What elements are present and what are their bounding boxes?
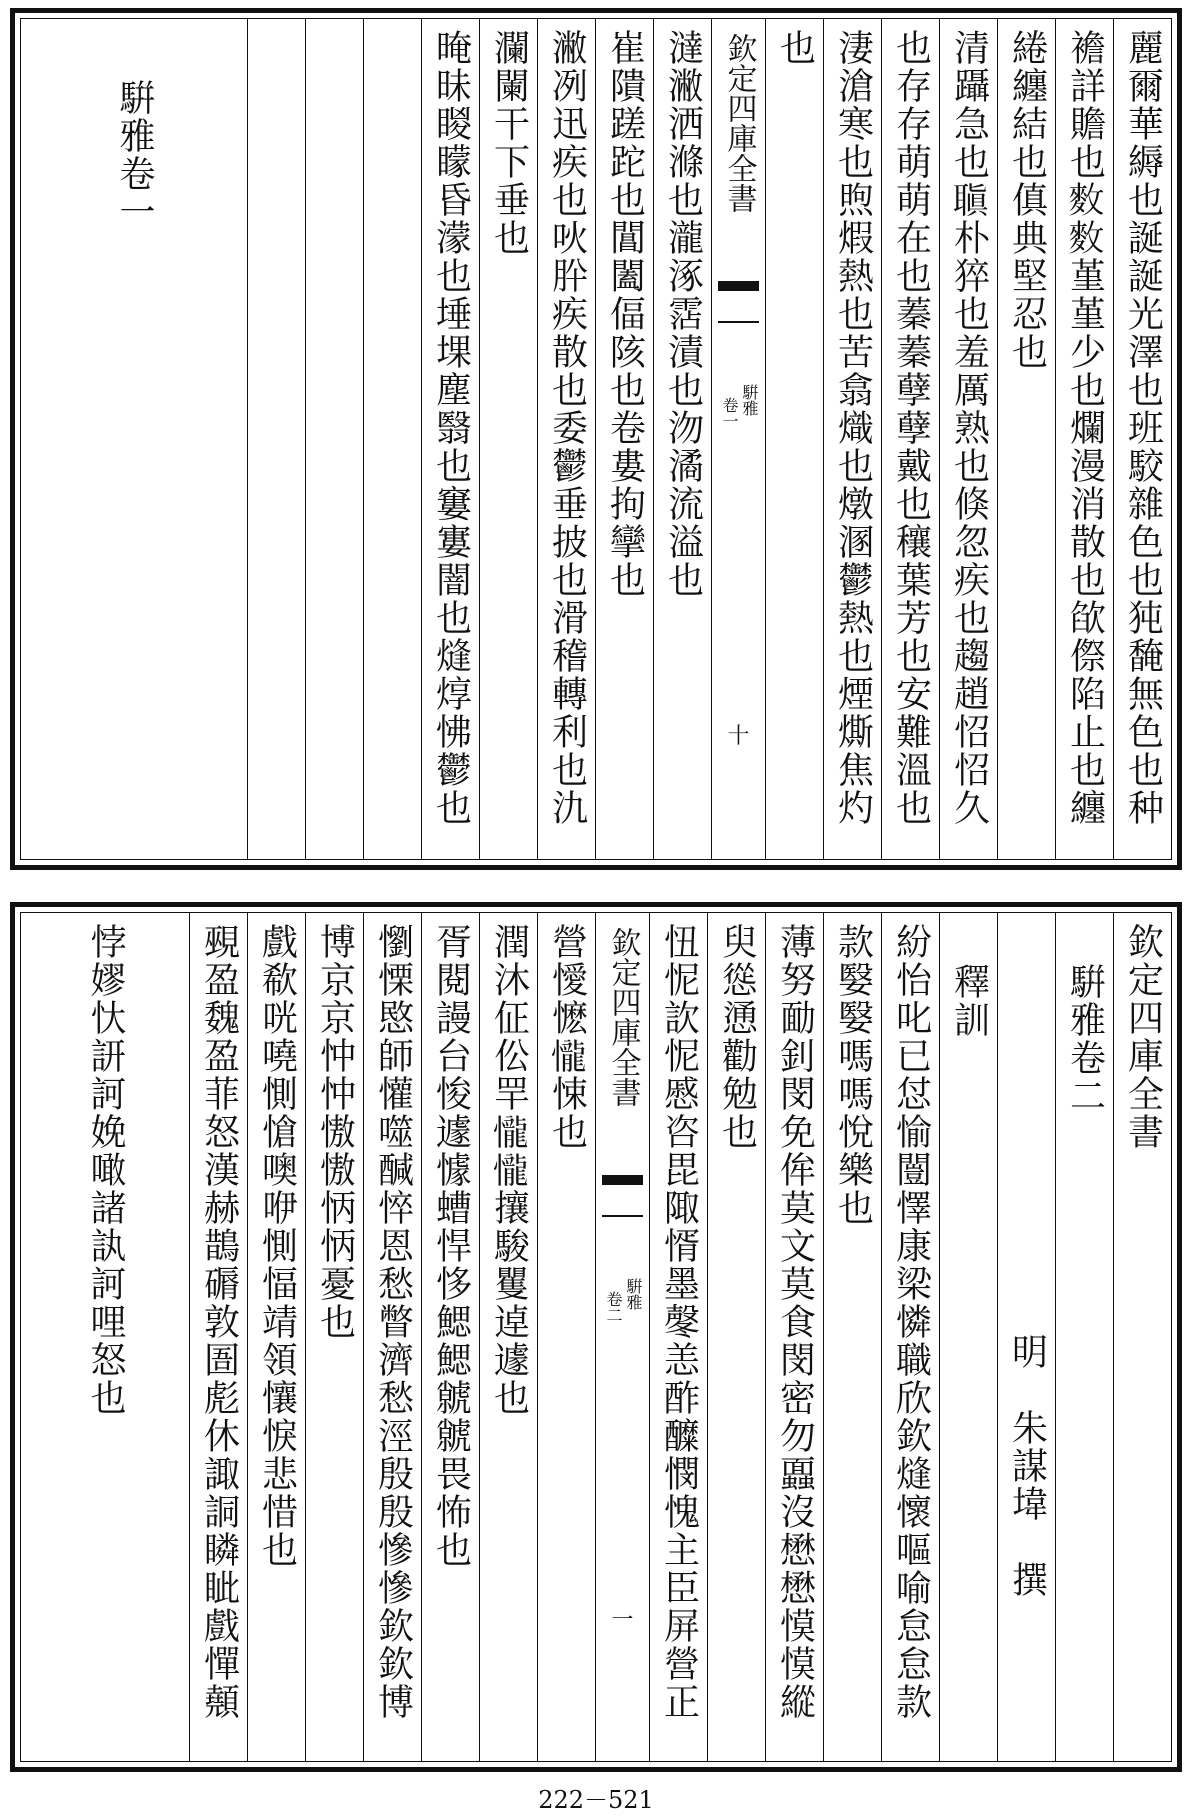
text-column: 也存存萌萌在也蓁蓁孽孽戴也穰葉芳也安難溫也 [881, 19, 939, 859]
text-column: 款嫛嫛嗎嗎悅樂也 [823, 913, 881, 1761]
volume-end-column [21, 19, 247, 859]
text-column: 博京京忡忡慠慠怲怲憂也 [305, 913, 363, 1761]
text-column: 襜詳贍也𪌑𪌑堇堇少也爛漫消散也欿傺陷止也纏 [1055, 19, 1113, 859]
text-column: 淒滄寒也煦煆熱也苦翕熾也燉溷鬱熱也煙燍焦灼 [823, 19, 881, 859]
text-column: 也 [765, 19, 823, 859]
fish-tail-mark [718, 281, 759, 323]
text-column: 潎冽迅疾也吙肸疾散也委鬱垂披也滑稽轉利也氿 [537, 19, 595, 859]
volume-title: 騈雅卷二 [1064, 963, 1106, 1115]
text-column: 麗爾華縟也誕誕光澤也班駮雜色也㹠馣無色也种 [1113, 19, 1171, 859]
band-header: 欽定四庫全書 [605, 927, 641, 1107]
text-column: 清躡急也𦗀朴猝也羞厲熟也倏忽疾也趨趙怊怊久 [939, 19, 997, 859]
band-volume-label: 卷二 [604, 1291, 623, 1323]
text-column [1055, 913, 1113, 1761]
section-heading: 釋訓 [948, 963, 990, 1039]
center-margin-band [595, 913, 649, 1761]
page-code: 222－521 [538, 1786, 654, 1814]
text-column: 崔隤蹉跎也閶闔偪陔也卷婁拘攣也 [595, 19, 653, 859]
text-column [363, 19, 421, 859]
bottom-page-panel [10, 902, 1182, 1772]
fish-tail-mark [602, 1175, 643, 1217]
top-page-grid [20, 18, 1172, 860]
band-header: 欽定四庫全書 [721, 33, 757, 213]
text-column [997, 913, 1055, 1761]
text-column [247, 19, 305, 859]
top-page-panel [10, 8, 1182, 870]
text-column: 紛怡叱已怤愉闓懌康梁憐職欣欽熢懷嘔喻怠怠款 [881, 913, 939, 1761]
text-column: 晻昧䁓矇昏濛也埵堁塵翳也窶寠闇也熢焞怫鬱也 [421, 19, 479, 859]
text-column [939, 913, 997, 1761]
band-page-number: 一 [611, 1608, 634, 1633]
text-column: 潤沐佂伀䍐𢤱𢤱攘駿矍逴遽也 [479, 913, 537, 1761]
text-column: 懰慄愍師懽噬醎悴恩愁瞥濟愁涇殷殷慘慘欽欽博 [363, 913, 421, 1761]
bottom-page-grid [20, 912, 1172, 1762]
text-column: 薄努勔釗閔免侔莫文莫食閔密勿蠠沒懋懋慔慔縱 [765, 913, 823, 1761]
text-column [305, 19, 363, 859]
band-book-title: 騈雅 [624, 1278, 643, 1310]
text-column: 澾潎洒滌也瀧涿霑漬也沕潏流溢也 [653, 19, 711, 859]
band-page-number: 十 [727, 724, 750, 749]
author-line: 明 朱謀㙔 撰 [1006, 1333, 1048, 1599]
text-column: 瀾闌干下垂也 [479, 19, 537, 859]
text-column: 覡盈魏盈菲怒漢赫鵲磭敦圄彪休諏詷瞵眦戲憚顤 [189, 913, 247, 1761]
text-column: 戲欷咣嘵惻愴噢咿惻愊靖領懹悷悲惜也 [247, 913, 305, 1761]
text-column: 綣纏結也傎典堅忍也 [997, 19, 1055, 859]
book-title-column: 欽定四庫全書 [1122, 923, 1164, 1151]
text-column: 忸怩䚿怩慼咨毘陬㥠墨㲇恙酢醾憫愧主臣屏營正 [649, 913, 707, 1761]
text-column: 營懓懡𢤱悚也 [537, 913, 595, 1761]
band-book-title: 騈雅 [740, 384, 759, 416]
volume-end-title: 騈雅卷一 [114, 79, 155, 231]
text-column: 胥閱謾台悛遽懅螬悍恀鰓鰓虩虩畏怖也 [421, 913, 479, 1761]
text-column: 悖嫪忕訮訶娩噉諸訙訶哩怒也 [85, 923, 126, 1417]
text-column: 臾慫慂勸勉也 [707, 913, 765, 1761]
band-volume-label: 卷一 [720, 397, 739, 429]
text-column [1113, 913, 1171, 1761]
center-margin-band [711, 19, 765, 859]
